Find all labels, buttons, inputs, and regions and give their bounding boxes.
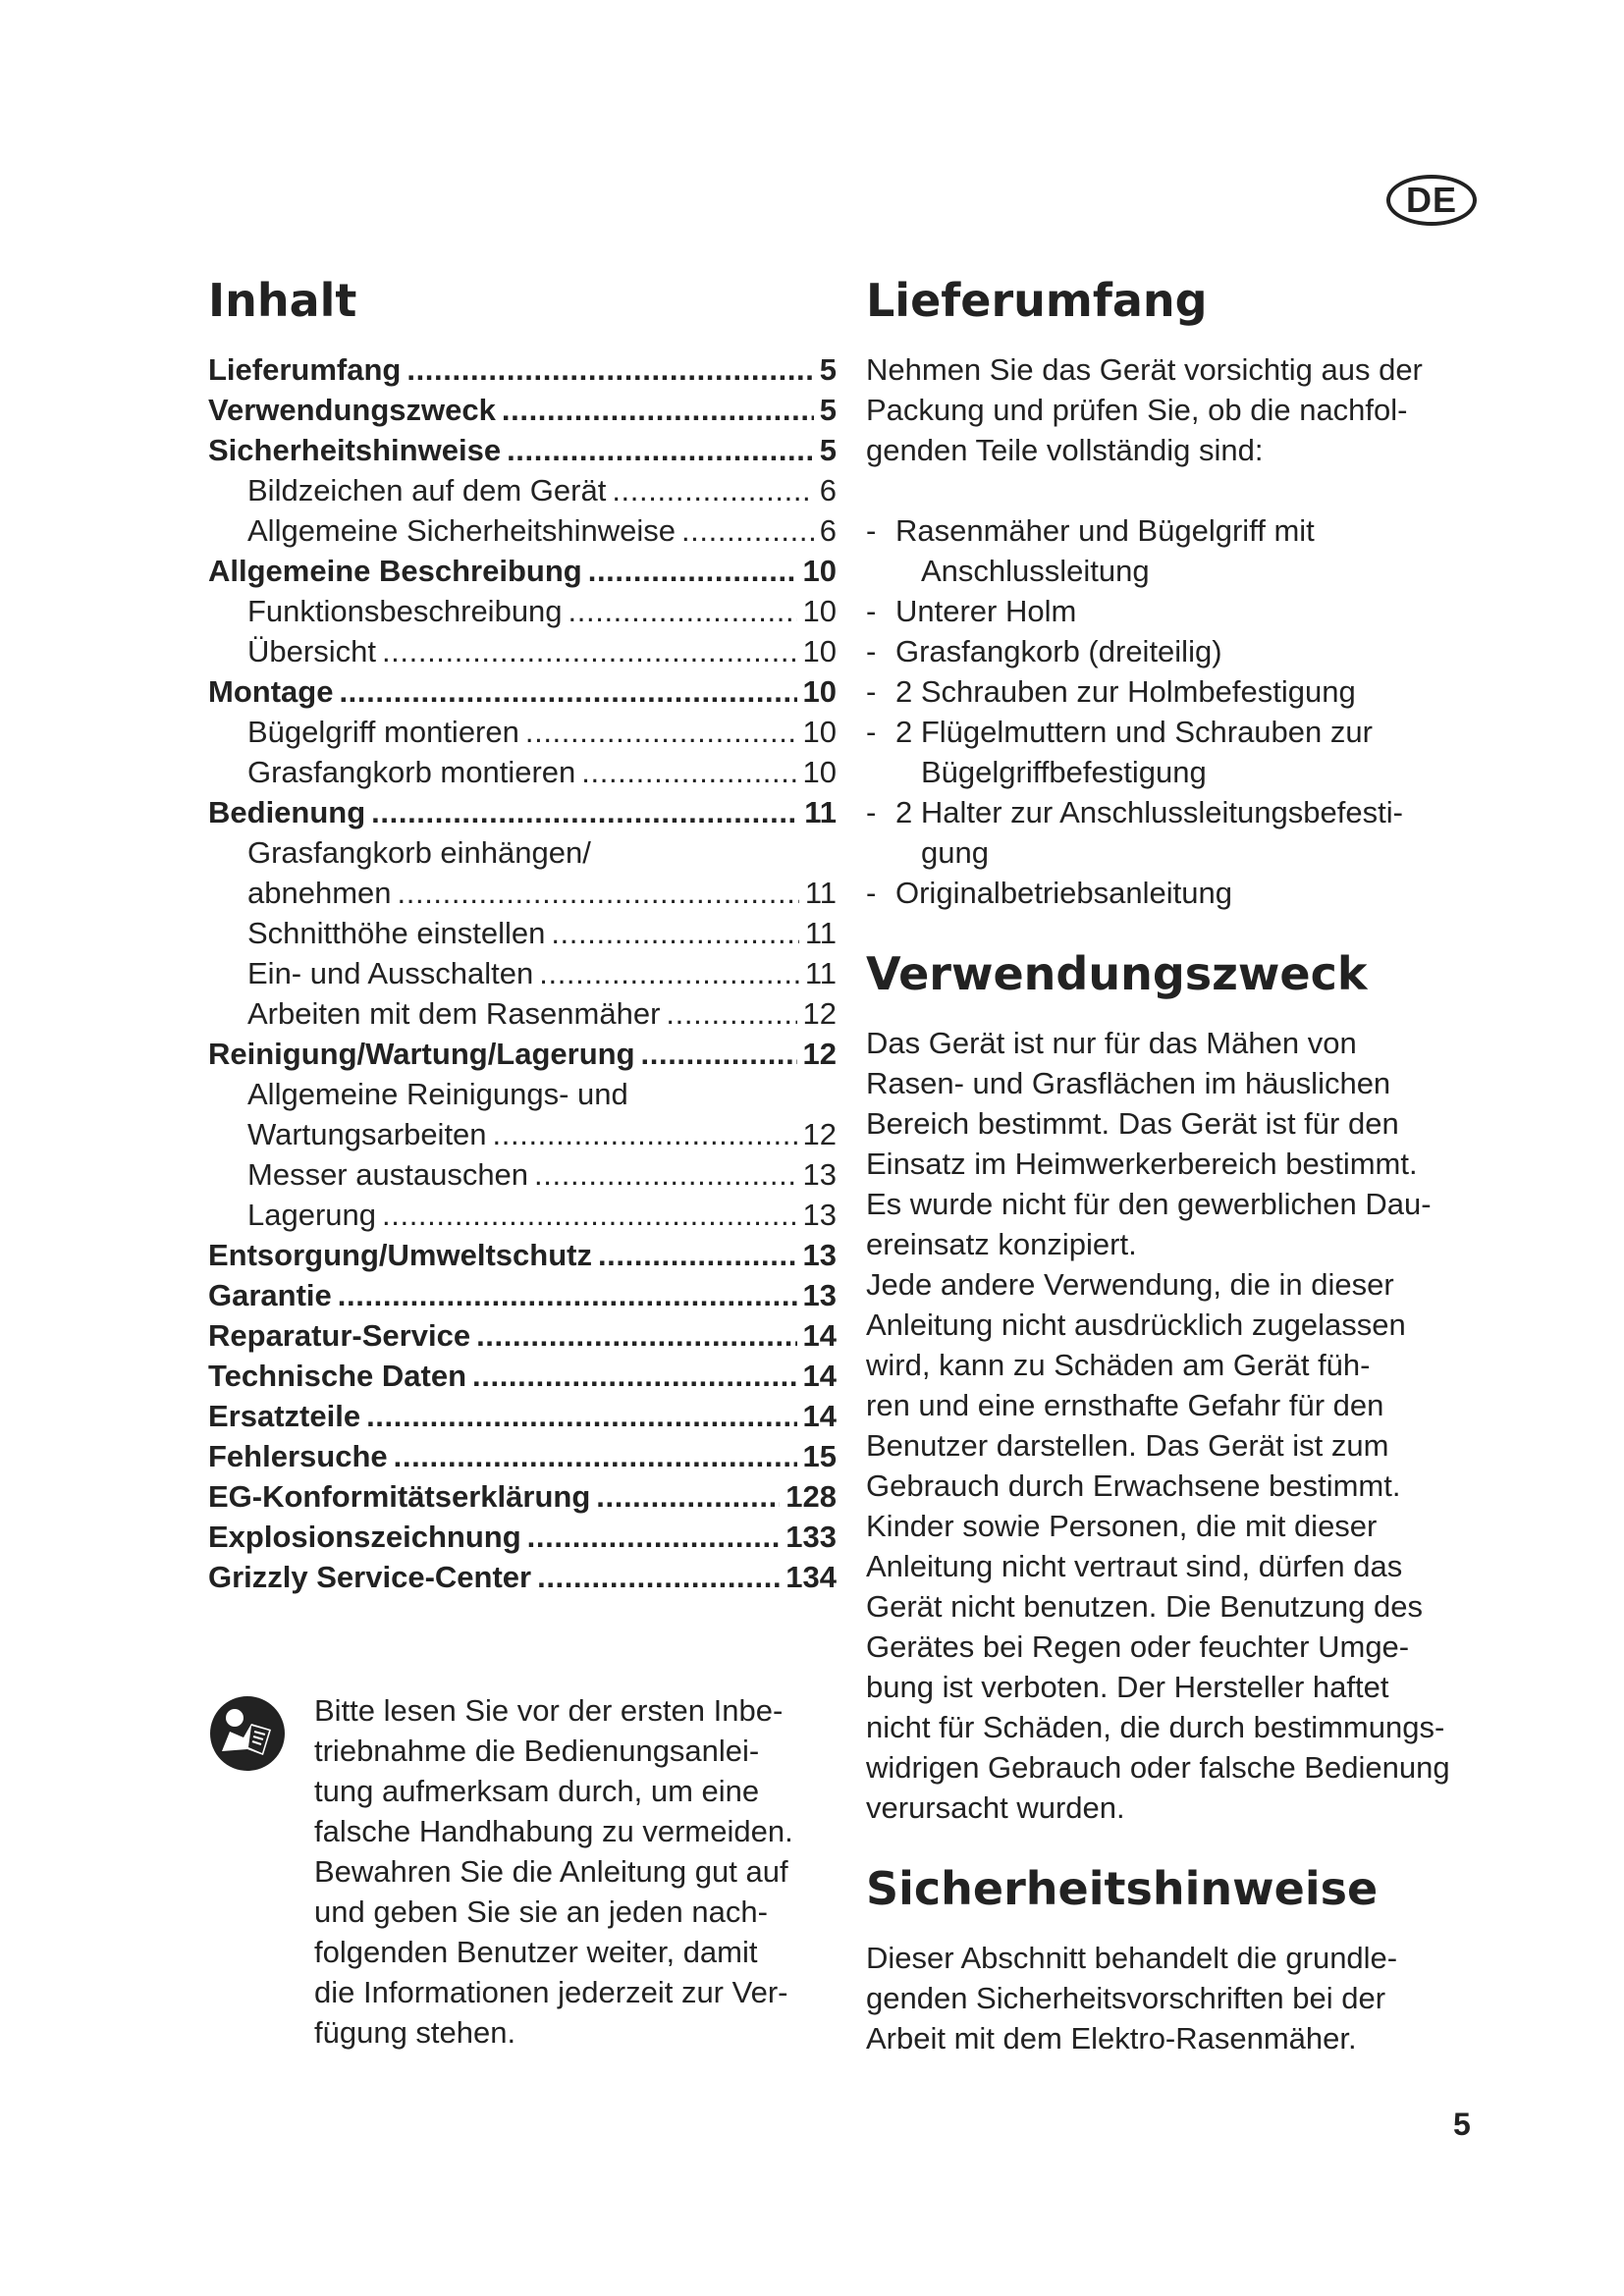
scope-list-item bbox=[866, 671, 1514, 712]
verwendungszweck-text bbox=[866, 1023, 1514, 1828]
page-number: 5 bbox=[1453, 2107, 1471, 2142]
toc-entry-label: Lagerung bbox=[247, 1198, 377, 1232]
toc-leader-dots bbox=[339, 671, 796, 712]
toc-entry-label: Bügelgriff montieren bbox=[247, 715, 519, 749]
toc-entry-label: Garantie bbox=[208, 1278, 332, 1312]
toc-entry[interactable] bbox=[208, 1034, 837, 1074]
toc-leader-dots bbox=[382, 1195, 797, 1235]
toc-entry[interactable] bbox=[208, 551, 837, 591]
toc-entry[interactable] bbox=[208, 752, 837, 792]
toc-entry-label: EG-Konformitätserklärung bbox=[208, 1479, 591, 1514]
text-line: ren und eine ernsthafte Gefahr für den bbox=[866, 1388, 1384, 1422]
toc-leader-dots bbox=[568, 591, 797, 631]
text-line: Nehmen Sie das Gerät vorsichtig aus der bbox=[866, 352, 1423, 387]
toc-entry-label: Bildzeichen auf dem Gerät bbox=[247, 473, 607, 507]
toc-entry-label: Übersicht bbox=[247, 634, 376, 668]
toc-entry-label: Ersatzteile bbox=[208, 1399, 361, 1433]
scope-list-item bbox=[866, 591, 1514, 631]
toc-entry-page: 128 bbox=[785, 1479, 837, 1514]
toc-leader-dots bbox=[493, 1114, 797, 1154]
toc-entry[interactable] bbox=[208, 993, 837, 1034]
lieferumfang-list bbox=[866, 510, 1514, 913]
scope-item-line: - Rasenmäher und Bügelgriff mit bbox=[895, 513, 1315, 548]
toc-entry[interactable] bbox=[208, 1074, 837, 1114]
scope-item-line: Anschlussleitung bbox=[921, 554, 1150, 588]
toc-entry[interactable] bbox=[208, 631, 837, 671]
toc-entry-page: 10 bbox=[802, 674, 837, 709]
toc-entry-page: 11 bbox=[804, 956, 837, 990]
toc-entry-label: Allgemeine Beschreibung bbox=[208, 554, 582, 588]
toc-leader-dots bbox=[382, 631, 797, 671]
toc-entry-label: Grasfangkorb einhängen/ bbox=[247, 835, 591, 870]
toc-entry-page: 14 bbox=[802, 1359, 837, 1393]
toc-entry-page: 10 bbox=[802, 594, 837, 628]
toc-entry[interactable] bbox=[208, 873, 837, 913]
toc-entry-page: 14 bbox=[802, 1318, 837, 1353]
toc-leader-dots bbox=[394, 1436, 797, 1476]
toc-column bbox=[208, 265, 837, 1597]
toc-entry-page: 10 bbox=[802, 755, 837, 789]
text-line: die Informationen jederzeit zur Ver- bbox=[314, 1975, 788, 2009]
toc-leader-dots bbox=[581, 752, 796, 792]
toc-entry-page: 11 bbox=[804, 876, 837, 910]
scope-item-line: Bügelgriffbefestigung bbox=[921, 755, 1207, 789]
scope-item-line: - Originalbetriebsanleitung bbox=[895, 876, 1232, 910]
toc-entry-page: 14 bbox=[802, 1399, 837, 1433]
toc-leader-dots bbox=[398, 873, 799, 913]
toc-entry-label: Allgemeine Reinigungs- und bbox=[247, 1077, 628, 1111]
text-line: Benutzer darstellen. Das Gerät ist zum bbox=[866, 1428, 1389, 1463]
toc-entry-label: Montage bbox=[208, 674, 334, 709]
toc-title: Inhalt bbox=[208, 274, 357, 327]
toc-entry-label: Bedienung bbox=[208, 795, 366, 829]
toc-entry-page: 12 bbox=[802, 1037, 837, 1071]
text-line: genden Teile vollständig sind: bbox=[866, 433, 1264, 467]
text-line: Dieser Abschnitt behandelt die grundle- bbox=[866, 1941, 1398, 1975]
text-line: wird, kann zu Schäden am Gerät füh- bbox=[866, 1348, 1371, 1382]
toc-entry-label: Entsorgung/Umweltschutz bbox=[208, 1238, 592, 1272]
toc-entry[interactable] bbox=[208, 1476, 837, 1517]
toc-leader-dots bbox=[641, 1034, 797, 1074]
toc-entry-page: 5 bbox=[819, 393, 837, 427]
toc-entry[interactable] bbox=[208, 913, 837, 953]
toc-entry-label: Wartungsarbeiten bbox=[247, 1117, 487, 1151]
scope-item-line: gung bbox=[921, 835, 989, 870]
toc-leader-dots bbox=[406, 349, 813, 390]
text-line: Einsatz im Heimwerkerbereich bestimmt. bbox=[866, 1147, 1418, 1181]
read-manual-text bbox=[314, 1690, 793, 2053]
toc-leader-dots bbox=[598, 1235, 797, 1275]
toc-entry-label: Explosionszeichnung bbox=[208, 1520, 521, 1554]
text-line: Anleitung nicht ausdrücklich zugelassen bbox=[866, 1308, 1406, 1342]
sicherheitshinweise-heading: Sicherheitshinweise bbox=[866, 1862, 1379, 1915]
toc-entry[interactable] bbox=[208, 1195, 837, 1235]
read-manual-note bbox=[208, 1690, 837, 2053]
toc-entry-label: Reparatur-Service bbox=[208, 1318, 471, 1353]
text-line: verursacht wurden. bbox=[866, 1790, 1125, 1825]
toc-entry-page: 13 bbox=[802, 1238, 837, 1272]
toc-entry-page: 12 bbox=[802, 1117, 837, 1151]
toc-leader-dots bbox=[525, 712, 797, 752]
text-line: bung ist verboten. Der Hersteller haftet bbox=[866, 1670, 1389, 1704]
toc-entry-label: Allgemeine Sicherheitshinweise bbox=[247, 513, 676, 548]
toc-list bbox=[208, 349, 837, 1597]
toc-entry[interactable] bbox=[208, 953, 837, 993]
toc-entry-label: Schnitthöhe einstellen bbox=[247, 916, 546, 950]
sicherheitshinweise-text bbox=[866, 1938, 1514, 2058]
text-line: Kinder sowie Personen, die mit dieser bbox=[866, 1509, 1378, 1543]
scope-list-item bbox=[866, 631, 1514, 671]
language-badge: DE bbox=[1386, 175, 1477, 226]
toc-entry[interactable] bbox=[208, 510, 837, 551]
toc-entry[interactable] bbox=[208, 832, 837, 873]
toc-entry-page: 10 bbox=[802, 554, 837, 588]
toc-entry-page: 13 bbox=[802, 1157, 837, 1192]
scope-item-line: - 2 Flügelmuttern und Schrauben zur bbox=[895, 715, 1373, 749]
text-line: Bewahren Sie die Anleitung gut auf bbox=[314, 1854, 788, 1889]
verwendungszweck-heading: Verwendungszweck bbox=[866, 947, 1368, 1000]
toc-entry[interactable] bbox=[208, 1356, 837, 1396]
toc-leader-dots bbox=[551, 913, 798, 953]
toc-entry[interactable] bbox=[208, 1235, 837, 1275]
toc-leader-dots bbox=[612, 470, 813, 510]
toc-leader-dots bbox=[537, 1557, 780, 1597]
toc-leader-dots bbox=[338, 1275, 797, 1315]
toc-entry-label: Messer austauschen bbox=[247, 1157, 529, 1192]
toc-entry-page: 10 bbox=[802, 715, 837, 749]
toc-entry[interactable] bbox=[208, 390, 837, 430]
text-line: Bereich bestimmt. Das Gerät ist für den bbox=[866, 1106, 1399, 1141]
text-line: Gebrauch durch Erwachsene bestimmt. bbox=[866, 1468, 1401, 1503]
toc-entry-page: 12 bbox=[802, 996, 837, 1031]
text-line: ereinsatz konzipiert. bbox=[866, 1227, 1137, 1261]
toc-entry[interactable] bbox=[208, 671, 837, 712]
toc-entry[interactable] bbox=[208, 712, 837, 752]
text-line: Rasen- und Grasflächen im häuslichen bbox=[866, 1066, 1391, 1100]
toc-entry[interactable] bbox=[208, 1436, 837, 1476]
toc-entry-page: 134 bbox=[785, 1560, 837, 1594]
toc-leader-dots bbox=[588, 551, 797, 591]
toc-entry-page: 10 bbox=[802, 634, 837, 668]
scope-item-line: - 2 Schrauben zur Holmbefestigung bbox=[895, 674, 1356, 709]
text-line: Es wurde nicht für den gewerblichen Dau- bbox=[866, 1187, 1432, 1221]
text-line: Bitte lesen Sie vor der ersten Inbe- bbox=[314, 1693, 784, 1728]
content-column bbox=[866, 265, 1514, 2058]
text-line: Gerätes bei Regen oder feuchter Umge- bbox=[866, 1629, 1410, 1664]
toc-leader-dots bbox=[539, 953, 799, 993]
toc-entry-label: Verwendungszweck bbox=[208, 393, 496, 427]
toc-entry-page: 5 bbox=[819, 433, 837, 467]
text-line: triebnahme die Bedienungsanlei- bbox=[314, 1734, 760, 1768]
scope-item-line: - Unterer Holm bbox=[895, 594, 1077, 628]
toc-entry[interactable] bbox=[208, 430, 837, 470]
toc-entry[interactable] bbox=[208, 349, 837, 390]
toc-entry-label: Reinigung/Wartung/Lagerung bbox=[208, 1037, 635, 1071]
toc-entry-label: Technische Daten bbox=[208, 1359, 467, 1393]
text-line: Packung und prüfen Sie, ob die nachfol- bbox=[866, 393, 1408, 427]
toc-entry-page: 13 bbox=[802, 1278, 837, 1312]
scope-item-line: - Grasfangkorb (dreiteilig) bbox=[895, 634, 1222, 668]
lieferumfang-intro bbox=[866, 349, 1514, 470]
text-line: widrigen Gebrauch oder falsche Bedienung bbox=[866, 1750, 1450, 1785]
toc-entry-page: 11 bbox=[804, 916, 837, 950]
toc-leader-dots bbox=[502, 390, 814, 430]
text-line: Jede andere Verwendung, die in dieser bbox=[866, 1267, 1394, 1302]
scope-list-item bbox=[866, 792, 1514, 873]
toc-entry[interactable] bbox=[208, 470, 837, 510]
toc-entry-label: Fehlersuche bbox=[208, 1439, 388, 1473]
toc-leader-dots bbox=[507, 430, 814, 470]
toc-entry[interactable] bbox=[208, 1396, 837, 1436]
toc-entry[interactable] bbox=[208, 1114, 837, 1154]
text-line: Das Gerät ist nur für das Mähen von bbox=[866, 1026, 1357, 1060]
text-line: und geben Sie sie an jeden nach- bbox=[314, 1895, 768, 1929]
toc-leader-dots bbox=[371, 792, 798, 832]
toc-entry[interactable] bbox=[208, 1275, 837, 1315]
scope-list-item bbox=[866, 510, 1514, 591]
toc-entry[interactable] bbox=[208, 1154, 837, 1195]
toc-leader-dots bbox=[366, 1396, 796, 1436]
toc-entry-label: Arbeiten mit dem Rasenmäher bbox=[247, 996, 661, 1031]
toc-entry-page: 13 bbox=[802, 1198, 837, 1232]
toc-leader-dots bbox=[681, 510, 814, 551]
toc-entry[interactable] bbox=[208, 1557, 837, 1597]
text-line: fügung stehen. bbox=[314, 2015, 516, 2050]
text-line: falsche Handhabung zu vermeiden. bbox=[314, 1814, 793, 1848]
scope-list-item bbox=[866, 873, 1514, 913]
toc-entry-label: Grasfangkorb montieren bbox=[247, 755, 576, 789]
text-line: genden Sicherheitsvorschriften bei der bbox=[866, 1981, 1386, 2015]
text-line: Anleitung nicht vertraut sind, dürfen das bbox=[866, 1549, 1403, 1583]
toc-entry-page: 5 bbox=[819, 352, 837, 387]
text-line: Gerät nicht benutzen. Die Benutzung des bbox=[866, 1589, 1423, 1624]
toc-entry-label: Sicherheitshinweise bbox=[208, 433, 502, 467]
toc-entry-label: Lieferumfang bbox=[208, 352, 402, 387]
toc-entry[interactable] bbox=[208, 1517, 837, 1557]
toc-entry-page: 133 bbox=[785, 1520, 837, 1554]
toc-entry[interactable] bbox=[208, 792, 837, 832]
toc-entry-page: 6 bbox=[819, 473, 837, 507]
text-line: Arbeit mit dem Elektro-Rasenmäher. bbox=[866, 2021, 1357, 2056]
toc-entry-label: Ein- und Ausschalten bbox=[247, 956, 534, 990]
read-manual-icon bbox=[208, 1694, 287, 1773]
toc-entry-label: Funktionsbeschreibung bbox=[247, 594, 563, 628]
toc-leader-dots bbox=[472, 1356, 797, 1396]
toc-leader-dots bbox=[534, 1154, 796, 1195]
toc-leader-dots bbox=[476, 1315, 796, 1356]
toc-entry[interactable] bbox=[208, 1315, 837, 1356]
toc-entry-page: 15 bbox=[802, 1439, 837, 1473]
toc-entry[interactable] bbox=[208, 591, 837, 631]
text-line: nicht für Schäden, die durch bestimmungs- bbox=[866, 1710, 1445, 1744]
text-line: folgenden Benutzer weiter, damit bbox=[314, 1935, 758, 1969]
toc-leader-dots bbox=[596, 1476, 780, 1517]
toc-entry-label: Grizzly Service-Center bbox=[208, 1560, 532, 1594]
toc-leader-dots bbox=[527, 1517, 781, 1557]
text-line: tung aufmerksam durch, um eine bbox=[314, 1774, 760, 1808]
scope-list-item bbox=[866, 712, 1514, 792]
toc-entry-page: 6 bbox=[819, 513, 837, 548]
toc-leader-dots bbox=[666, 993, 796, 1034]
toc-entry-label: abnehmen bbox=[247, 876, 392, 910]
lieferumfang-heading: Lieferumfang bbox=[866, 274, 1208, 327]
scope-item-line: - 2 Halter zur Anschlussleitungsbefesti- bbox=[895, 795, 1403, 829]
toc-entry-page: 11 bbox=[804, 795, 837, 829]
